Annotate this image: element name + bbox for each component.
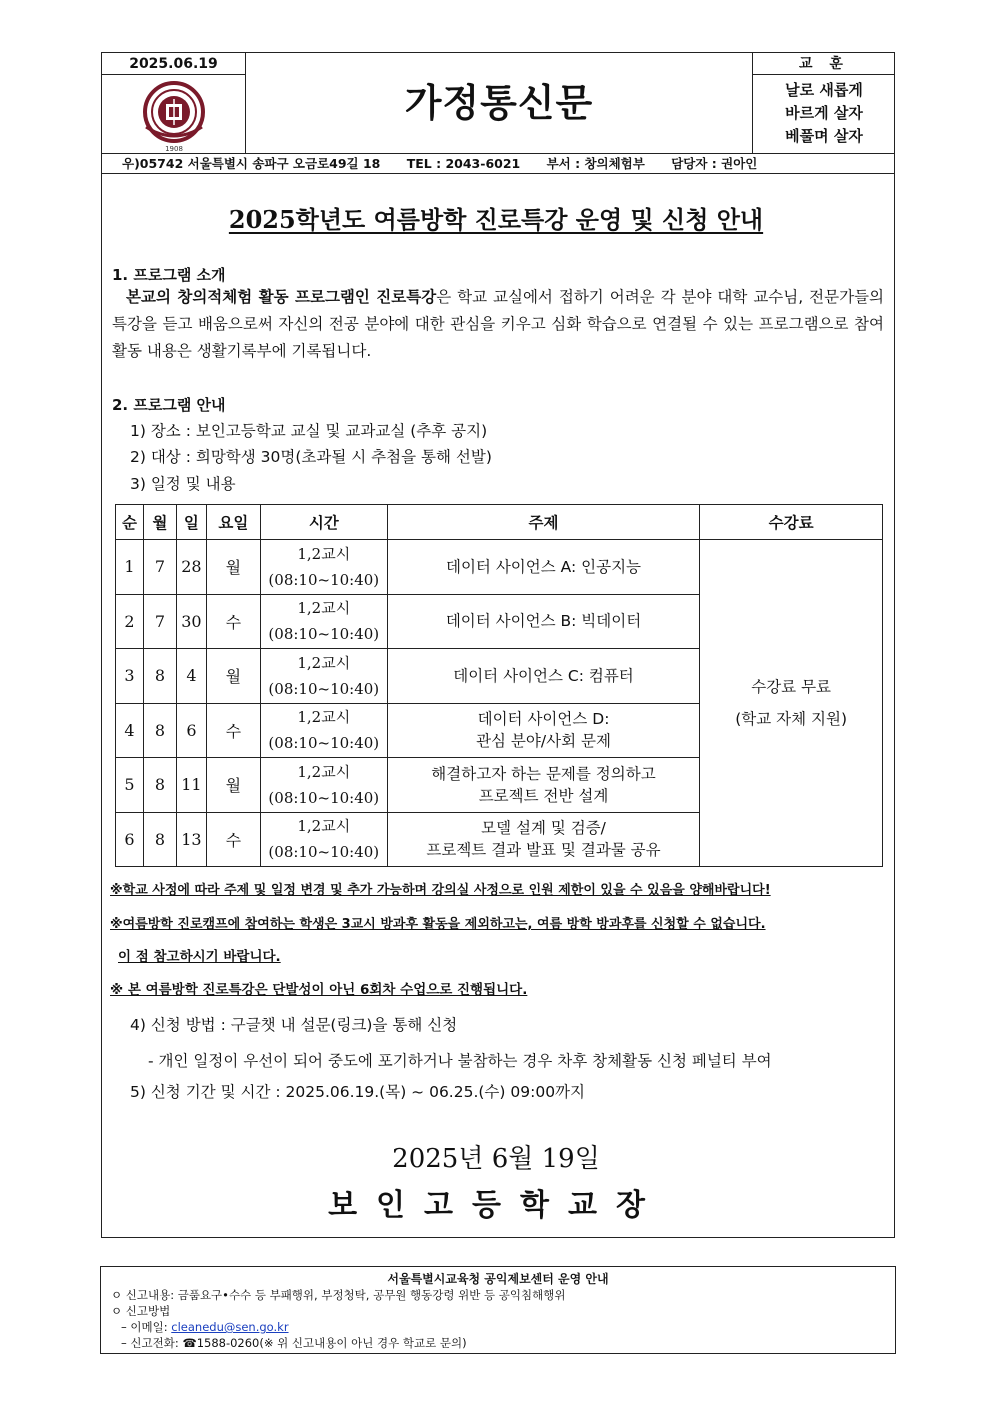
email-label: – 이메일: <box>121 1320 172 1334</box>
document-title: 2025학년도 여름방학 진로특강 운영 및 신청 안내 <box>228 205 764 234</box>
col-header: 일 <box>176 505 206 540</box>
table-header-row <box>116 505 883 540</box>
svg-text:1908: 1908 <box>165 145 183 153</box>
motto-heading: 교 훈 <box>752 53 895 75</box>
cell-topic <box>387 594 699 649</box>
col-header: 수강료 <box>700 505 883 540</box>
footer-line: ㅇ 신고내용: 금품요구•수수 등 부패행위, 부정청탁, 공무원 행동강령 위반 등 공익침해행위 <box>111 1288 566 1302</box>
cell-weekday: 수 <box>206 812 260 867</box>
period: 1,2교시 <box>297 817 351 836</box>
cell-time <box>260 594 387 649</box>
col-header: 시간 <box>260 505 387 540</box>
cell-month: 8 <box>143 703 176 758</box>
signature-date: 2025년 6월 19일 <box>392 1144 600 1174</box>
school-seal <box>102 75 246 153</box>
col-header: 주제 <box>387 505 699 540</box>
cell-day: 4 <box>176 649 206 704</box>
time-range: (08:10~10:40) <box>268 788 380 807</box>
cell-month: 8 <box>143 812 176 867</box>
period: 1,2교시 <box>297 708 351 727</box>
cell-no: 2 <box>116 594 144 649</box>
footer-phone-line: – 신고전화: ☎1588-0260(※ 위 신고내용이 아닌 경우 학교로 문의) <box>121 1336 467 1350</box>
cell-day: 6 <box>176 703 206 758</box>
fee-line: (학교 자체 지원) <box>735 710 848 728</box>
cell-topic <box>387 758 699 813</box>
topic-line: 해결하고자 하는 문제를 정의하고 <box>431 764 656 783</box>
time-range: (08:10~10:40) <box>268 734 380 753</box>
cell-day: 13 <box>176 812 206 867</box>
topic-line: 데이터 사이언스 A: 인공지능 <box>445 557 642 576</box>
topic-line: 데이터 사이언스 C: 컴퓨터 <box>453 666 634 685</box>
motto-line: 베풀며 살자 <box>785 127 863 145</box>
cell-month: 8 <box>143 649 176 704</box>
col-header: 요일 <box>206 505 260 540</box>
note-schedule-change: ※학교 사정에 따라 주제 및 일정 변경 및 추가 가능하며 강의실 사정으로 인원 제한이 있을 수 있음을 양해바랍니다! <box>110 883 771 898</box>
cell-topic <box>387 649 699 704</box>
period: 1,2교시 <box>297 762 351 781</box>
cell-weekday: 월 <box>206 758 260 813</box>
cell-time <box>260 812 387 867</box>
cell-topic <box>387 812 699 867</box>
email-link[interactable]: cleanedu@sen.go.kr <box>171 1320 289 1334</box>
cell-time <box>260 758 387 813</box>
footer-heading: 서울특별시교육청 공익제보센터 운영 안내 <box>387 1272 609 1286</box>
cell-day: 30 <box>176 594 206 649</box>
motto-line: 날로 새롭게 <box>785 81 863 99</box>
issue-date: 2025.06.19 <box>102 53 246 75</box>
newsletter-title: 가정통신문 <box>404 81 594 125</box>
time-range: (08:10~10:40) <box>268 625 380 644</box>
cell-no: 4 <box>116 703 144 758</box>
cell-topic <box>387 540 699 595</box>
time-range: (08:10~10:40) <box>268 843 380 862</box>
schedule-table <box>115 504 883 867</box>
school-motto <box>752 75 895 153</box>
signature-name: 보인고등학교장 <box>328 1188 664 1223</box>
newsletter-header <box>101 52 895 174</box>
cell-time <box>260 649 387 704</box>
section-1-paragraph <box>112 284 884 365</box>
cell-month: 7 <box>143 540 176 595</box>
school-tel: TEL : 2043-6021 <box>406 156 521 171</box>
col-header: 순 <box>116 505 144 540</box>
period: 1,2교시 <box>297 653 351 672</box>
cell-no: 5 <box>116 758 144 813</box>
period: 1,2교시 <box>297 599 351 618</box>
apply-period: 5) 신청 기간 및 시간 : 2025.06.19.(목) ~ 06.25.(수) 09:00까지 <box>130 1083 585 1101</box>
motto-line: 바르게 살자 <box>785 104 863 122</box>
cell-weekday: 월 <box>206 540 260 595</box>
cell-no: 6 <box>116 812 144 867</box>
bold-lead: 본교의 창의적체험 활동 프로그램인 진로특강 <box>126 288 437 306</box>
schedule-label: 3) 일정 및 내용 <box>130 475 236 493</box>
footer-email-line <box>101 1319 895 1335</box>
section-1-heading: 1. 프로그램 소개 <box>112 266 226 284</box>
cell-weekday: 수 <box>206 703 260 758</box>
section-2-heading: 2. 프로그램 안내 <box>112 396 226 414</box>
time-range: (08:10~10:40) <box>268 570 380 589</box>
cell-no: 3 <box>116 649 144 704</box>
topic-line: 데이터 사이언스 D: <box>477 710 610 729</box>
paragraph-text: 은 학교 교실에서 접하기 어려운 각 분야 대학 교수님, 전문가들의 특강을 듣고 배움으로써 자신의 전공 분야에 대한 관심을 키우고 심화 학습으로 연결될 수 있는 프로그램으로 참여활동 내용은 생활기록부에 기록됩니다. <box>112 288 884 360</box>
address-bar <box>102 153 894 174</box>
footer-line: ㅇ 신고방법 <box>111 1304 171 1318</box>
apply-method: 4) 신청 방법 : 구글챗 내 설문(링크)을 통해 신청 <box>130 1016 458 1034</box>
school-seal-icon <box>102 75 246 153</box>
period: 1,2교시 <box>297 544 351 563</box>
department: 부서 : 창의체험부 <box>546 156 645 171</box>
whistleblower-info-box <box>100 1266 896 1354</box>
school-address: 우)05742 서울특별시 송파구 오금로49길 18 <box>122 156 381 171</box>
cell-month: 7 <box>143 594 176 649</box>
time-range: (08:10~10:40) <box>268 679 380 698</box>
fee-line: 수강료 무료 <box>751 678 832 696</box>
penalty-note: - 개인 일정이 우선이 되어 중도에 포기하거나 불참하는 경우 차후 창체활동 신청 페널티 부여 <box>148 1052 772 1070</box>
cell-weekday: 월 <box>206 649 260 704</box>
cell-fee <box>700 540 883 867</box>
topic-line: 프로젝트 결과 발표 및 결과물 공유 <box>426 841 661 860</box>
topic-line: 모델 설계 및 검증/ <box>481 819 606 838</box>
cell-topic <box>387 703 699 758</box>
contact-person: 담당자 : 권아인 <box>671 156 758 171</box>
topic-line: 프로젝트 전반 설계 <box>478 786 609 805</box>
cell-day: 28 <box>176 540 206 595</box>
cell-no: 1 <box>116 540 144 595</box>
note-reference: 이 점 참고하시기 바랍니다. <box>118 949 281 965</box>
target-item: 2) 대상 : 희망학생 30명(초과될 시 추첨을 통해 선발) <box>130 448 492 466</box>
cell-time <box>260 540 387 595</box>
cell-month: 8 <box>143 758 176 813</box>
cell-weekday: 수 <box>206 594 260 649</box>
col-header: 월 <box>143 505 176 540</box>
note-six-sessions: ※ 본 여름방학 진로특강은 단발성이 아닌 6회차 수업으로 진행됩니다. <box>110 982 528 998</box>
topic-line: 데이터 사이언스 B: 빅데이터 <box>445 612 642 631</box>
place-item: 1) 장소 : 보인고등학교 교실 및 교과교실 (추후 공지) <box>130 422 488 440</box>
cell-time <box>260 703 387 758</box>
topic-line: 관심 분야/사회 문제 <box>476 732 611 751</box>
table-row <box>116 540 883 595</box>
cell-day: 11 <box>176 758 206 813</box>
note-camp-restriction: ※여름방학 진로캠프에 참여하는 학생은 3교시 방과후 활동을 제외하고는, 여름 방학 방과후를 신청할 수 없습니다. <box>110 917 766 932</box>
